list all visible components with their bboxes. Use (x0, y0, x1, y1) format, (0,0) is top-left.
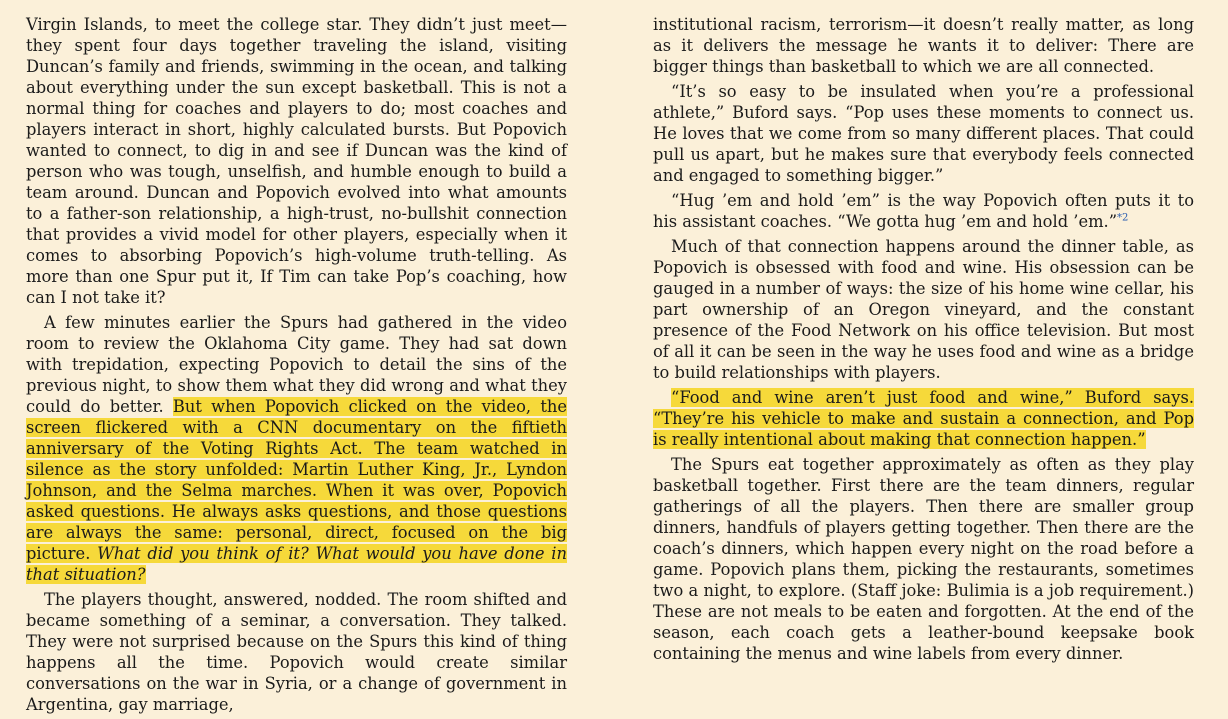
paragraph-players-thought: The players thought, answered, nodded. The room shifted and became something of a seminar, a conversation. They talked. They were not surprised because on the Spurs this kind of thing happens all the time. Popovich would create similar conversations on the war in Syria, or a change of government in Argentina, gay marriage, (26, 590, 567, 714)
left-page (26, 14, 567, 719)
paragraph-video-room (26, 312, 567, 585)
highlight-voting-rights[interactable]: But when Popovich clicked on the video, the screen flickered with a CNN documentary on the fiftieth anniversary of the Voting Rights Act. The team watched in silence as the story unfolded: Martin Luther King, Jr., Lyndon Johnson, and the Selma marches. When it was over, Popovich asked questions. He always asks questions, and those questions are always the same: personal, direct, focused on the big picture. (26, 397, 568, 563)
paragraph-hug-em (653, 190, 1194, 232)
footnote-link[interactable]: *2 (1117, 212, 1129, 224)
paragraph-duncan-relationship: Virgin Islands, to meet the college star. They didn’t just meet—they spent four days together traveling the island, visiting Duncan’s family and friends, swimming in the ocean, and talking about everything under the sun except basketball. This is not a normal thing for coaches and players to do; most coaches and players interact in short, highly calculated bursts. But Popovich wanted to connect, to dig in and see if Duncan was the kind of person who was tough, unselfish, and humble enough to build a team around. Duncan and Popovich evolved into what amounts to a father-son relationship, a high-trust, no-bullshit connection that provides a vivid model for other players, especially when it comes to absorbing Popovich’s high-volume truth-telling. As more than one Spur put it, If Tim can take Pop’s coaching, how can I not take it? (26, 15, 567, 307)
video-room-text: A few minutes earlier the Spurs had gathered in the video room to review the Oklahoma City game. They had sat down with trepidation, expecting Popovich to detail the sins of the previous night, to show them what they did wrong and what they could do better. (26, 313, 567, 416)
highlight-questions-italic[interactable]: What did you think of it? What would you have done in that situation? (26, 544, 567, 584)
paragraph-food-wine-quote (653, 387, 1194, 450)
paragraph-dinner-table: Much of that connection happens around the dinner table, as Popovich is obsessed with food and wine. His obsession can be gauged in a number of ways: the size of his home wine cellar, his part ownership of an Oregon vineyard, and the constant presence of the Food Network on his office television. But most of all it can be seen in the way he uses food and wine as a bridge to build relationships with players. (653, 237, 1194, 382)
paragraph-buford-quote: “It’s so easy to be insulated when you’re a professional athlete,” Buford says. “Pop uses these moments to connect us. He loves that we come from so many different places. That could pull us apart, but he makes sure that everybody feels connected and engaged to something bigger.” (653, 82, 1194, 185)
highlight-food-wine[interactable]: “Food and wine aren’t just food and wine,” Buford says. “They’re his vehicle to make and sustain a connection, and Pop is really intentional about making that connection happen.” (653, 388, 1194, 449)
right-page (653, 14, 1194, 668)
paragraph-spurs-eat-together: The Spurs eat together approximately as often as they play basketball together. First there are the team dinners, regular gatherings of all the players. Then there are smaller group dinners, handfuls of players getting together. Then there are the coach’s dinners, which happen every night on the road before a game. Popovich plans them, picking the restaurants, sometimes two a night, to explore. (Staff joke: Bulimia is a job requirement.) These are not meals to be eaten and forgotten. At the end of the season, each coach gets a leather-bound keepsake book containing the menus and wine labels from every dinner. (653, 455, 1194, 663)
paragraph-institutional-racism: institutional racism, terrorism—it doesn’t really matter, as long as it delivers the message he wants it to deliver: There are bigger things than basketball to which we are all connected. (653, 15, 1194, 76)
hug-em-text: “Hug ’em and hold ’em” is the way Popovich often puts it to his assistant coaches. “We gotta hug ’em and hold ’em.” (653, 191, 1194, 231)
